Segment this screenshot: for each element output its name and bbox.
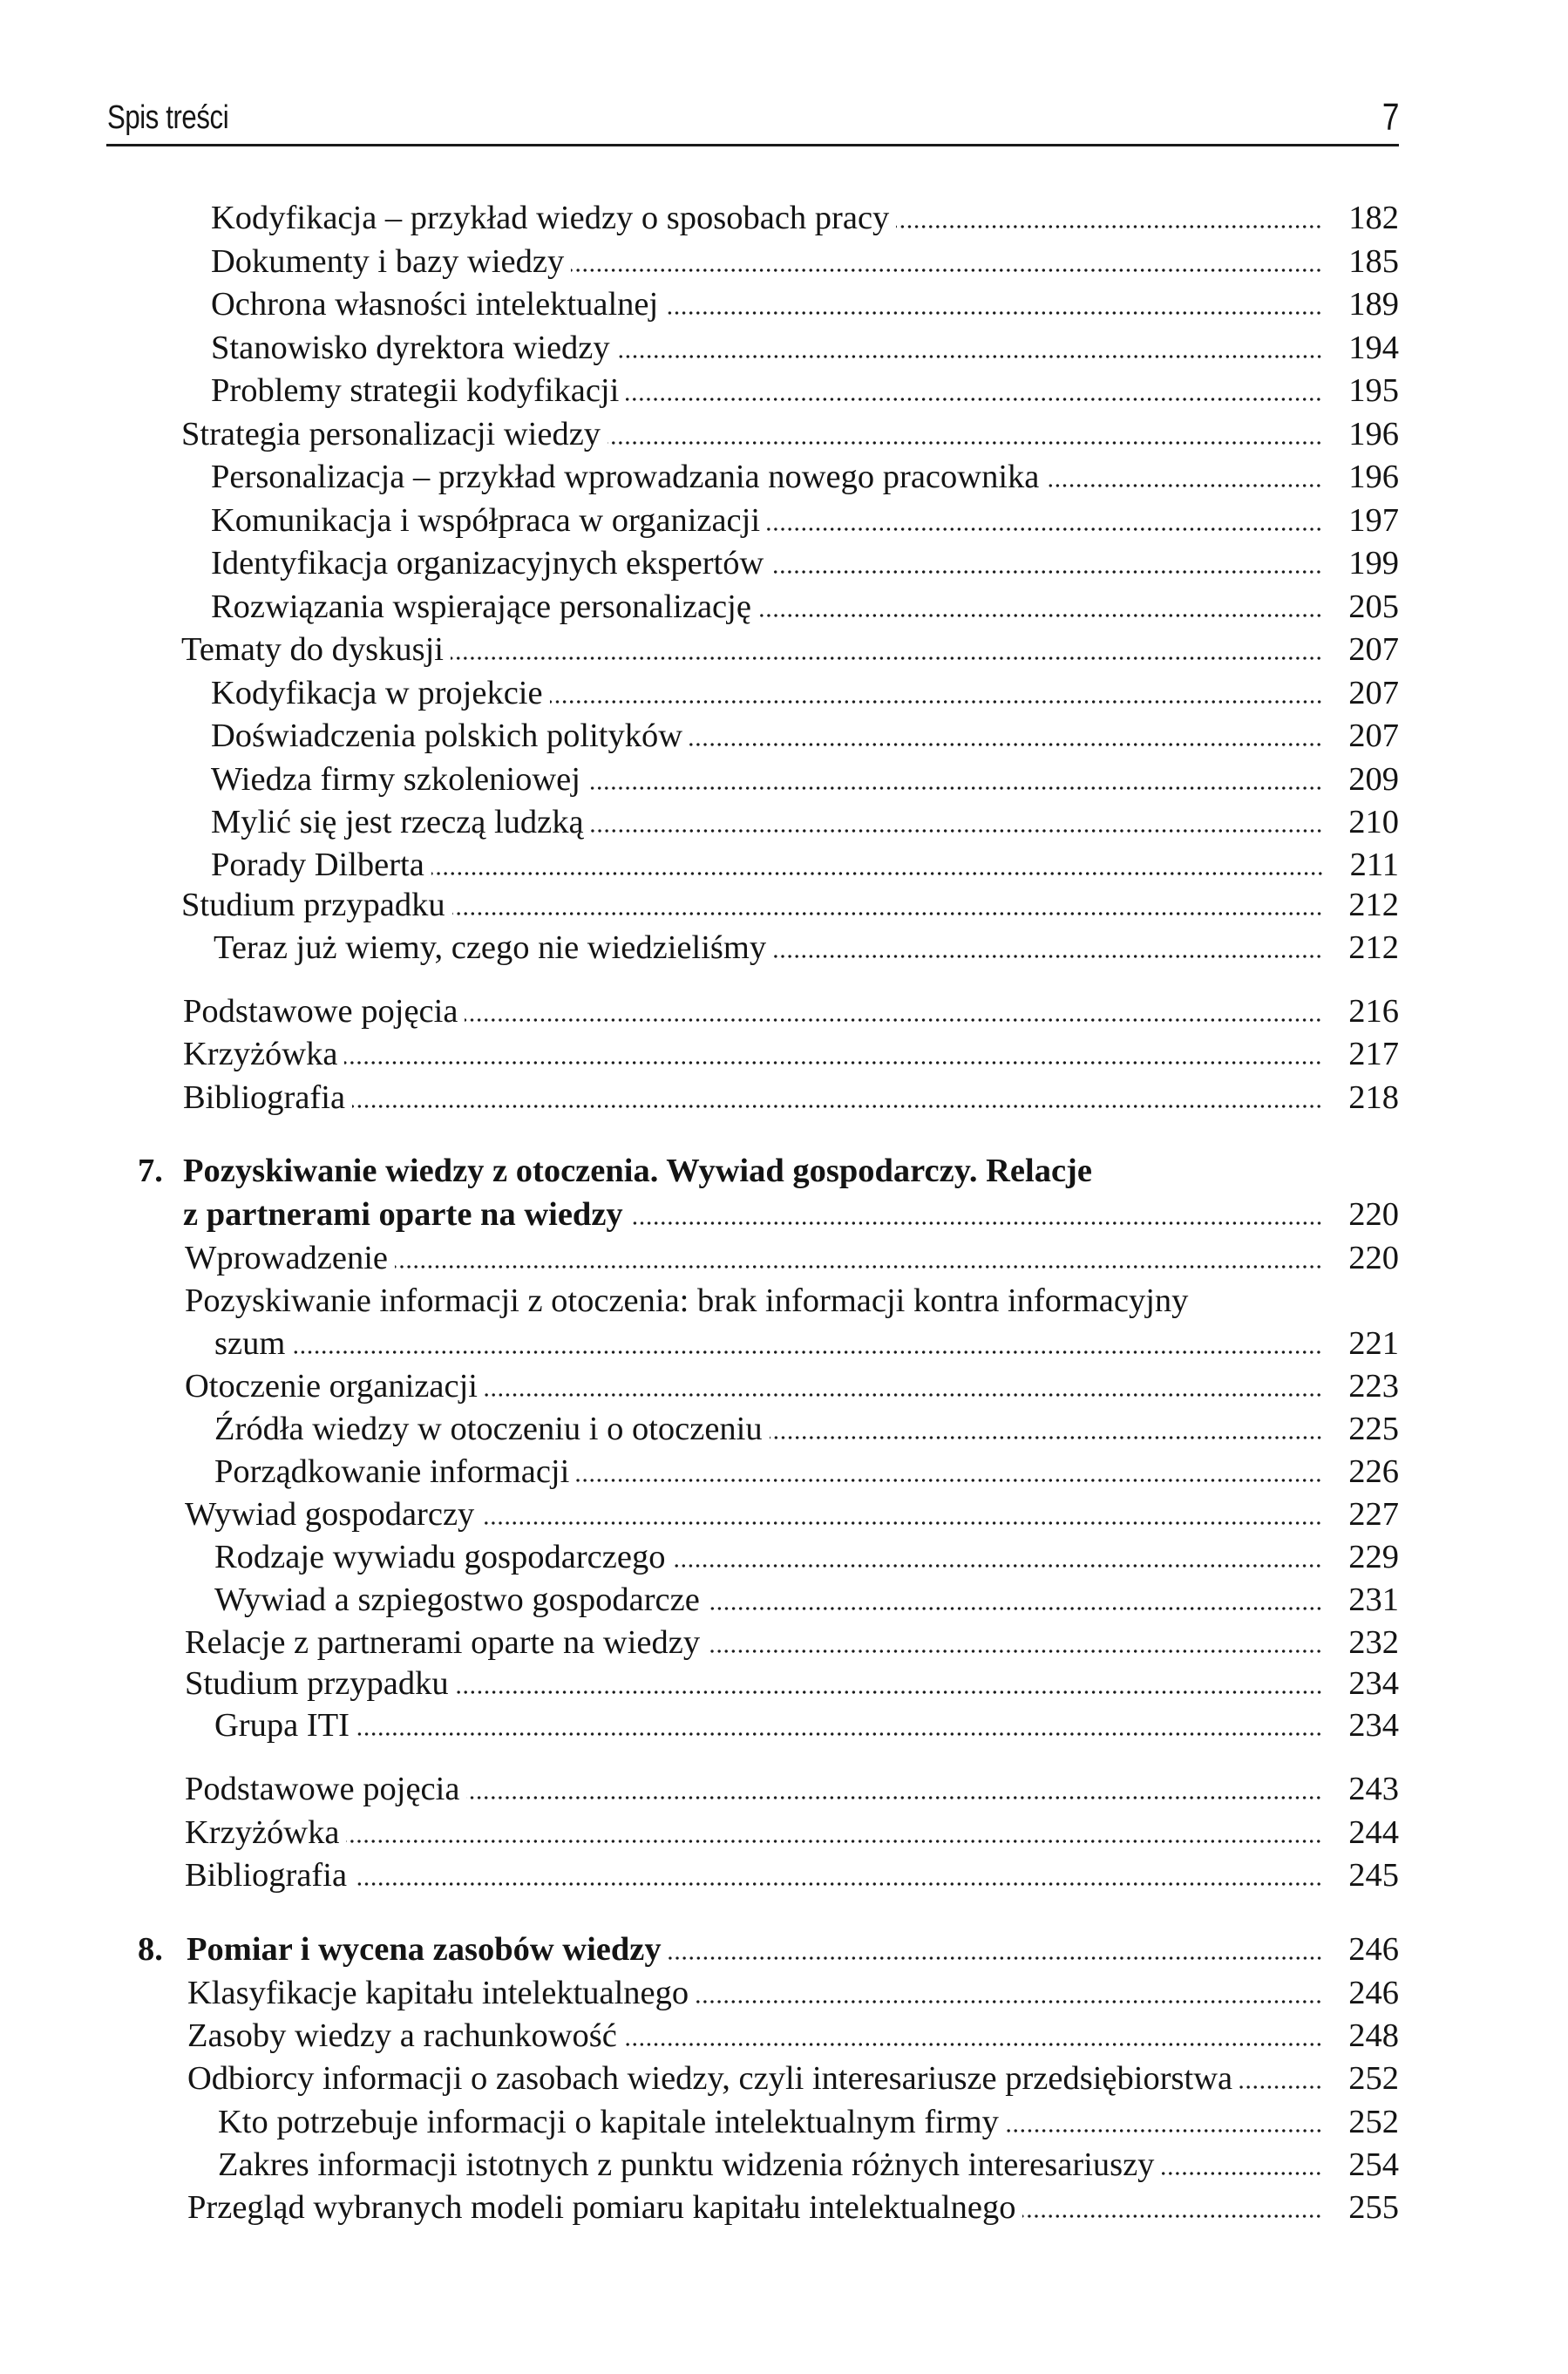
- entry-title: Grupa ITI: [214, 1707, 350, 1744]
- toc-entry[interactable]: [214, 926, 1399, 969]
- entry-page: 205: [1348, 588, 1399, 625]
- entry-page: 225: [1348, 1411, 1399, 1447]
- dot-leader: [665, 282, 1322, 326]
- toc-entry[interactable]: [185, 1854, 1399, 1897]
- dot-leader: [356, 1704, 1322, 1747]
- toc-entry[interactable]: [214, 1704, 1399, 1747]
- entry-title: Pozyskiwanie informacji z otoczenia: brak informacji kontra informacyjny: [185, 1282, 1189, 1319]
- entry-page: 255: [1348, 2189, 1399, 2226]
- dot-leader: [896, 196, 1322, 240]
- toc-entry[interactable]: [211, 196, 1399, 240]
- entry-page: 196: [1348, 416, 1399, 452]
- toc-entry[interactable]: [185, 1493, 1399, 1536]
- entry-title: Wiedza firmy szkoleniowej: [211, 761, 580, 798]
- toc-entry[interactable]: [187, 2186, 1399, 2229]
- entry-page: 254: [1348, 2146, 1399, 2183]
- dot-leader: [571, 240, 1322, 283]
- toc-entry[interactable]: [211, 455, 1399, 499]
- entry-page: 246: [1348, 1975, 1399, 2011]
- entry-page: 234: [1348, 1707, 1399, 1744]
- toc-entry[interactable]: [214, 1578, 1399, 1622]
- toc-entry[interactable]: [211, 585, 1399, 629]
- entry-title: Otoczenie organizacji: [185, 1368, 478, 1405]
- dot-leader: [773, 926, 1322, 969]
- chapter-page: 220: [1348, 1196, 1399, 1233]
- dot-leader: [630, 1193, 1323, 1236]
- entry-title: Krzyżówka: [183, 1036, 338, 1072]
- dot-leader: [465, 990, 1322, 1033]
- toc-entry[interactable]: [211, 499, 1399, 542]
- entry-page: 217: [1348, 1036, 1399, 1072]
- toc-entry[interactable]: [185, 1236, 1399, 1280]
- toc-entry[interactable]: [214, 1535, 1399, 1579]
- chapter-title: z partnerami oparte na wiedzy: [183, 1196, 623, 1233]
- toc-entry[interactable]: [185, 1767, 1399, 1811]
- entry-title: Dokumenty i bazy wiedzy: [211, 243, 565, 280]
- entry-title: Tematy do dyskusji: [181, 631, 445, 668]
- entry-page: 197: [1348, 502, 1399, 539]
- chapter-number: 7.: [138, 1153, 163, 1189]
- toc-entry[interactable]: [187, 1971, 1399, 2015]
- dot-leader: [1161, 2143, 1322, 2187]
- entry-title: Rodzaje wywiadu gospodarczego: [214, 1539, 666, 1575]
- entry-title: Zakres informacji istotnych z punktu widzenia różnych interesariuszy: [218, 2146, 1155, 2183]
- entry-title: Podstawowe pojęcia: [185, 1771, 460, 1807]
- entry-page: 199: [1348, 545, 1399, 582]
- toc-entry[interactable]: [211, 671, 1399, 715]
- entry-title: Bibliografia: [185, 1857, 348, 1894]
- entry-title: Relacje z partnerami oparte na wiedzy: [185, 1624, 701, 1661]
- toc-entry[interactable]: [183, 990, 1399, 1033]
- dot-leader: [452, 883, 1323, 927]
- dot-leader: [456, 1662, 1323, 1705]
- toc-entry[interactable]: [181, 628, 1399, 671]
- toc-entry[interactable]: [211, 326, 1399, 370]
- entry-page: 226: [1348, 1453, 1399, 1490]
- dot-leader: [617, 326, 1323, 370]
- toc-entry[interactable]: [185, 1662, 1399, 1705]
- entry-page: 195: [1348, 372, 1399, 409]
- dot-leader: [767, 499, 1322, 542]
- running-head-page-number: 7: [1381, 96, 1399, 139]
- entry-page: 218: [1348, 1079, 1399, 1116]
- toc-entry[interactable]: [211, 714, 1399, 758]
- dot-leader: [481, 1493, 1322, 1536]
- toc-entry[interactable]: [218, 2143, 1399, 2187]
- entry-title: Bibliografia: [183, 1079, 346, 1116]
- entry-page: 244: [1348, 1814, 1399, 1851]
- toc-entry[interactable]: [185, 1364, 1399, 1408]
- running-head: [106, 94, 1399, 145]
- toc-entry[interactable]: [218, 2100, 1399, 2144]
- dot-leader: [395, 1236, 1322, 1280]
- entry-title: Kto potrzebuje informacji o kapitale intelektualnym firmy: [218, 2104, 999, 2140]
- dot-leader: [1239, 2057, 1322, 2100]
- entry-title: Przegląd wybranych modeli pomiaru kapitału intelektualnego: [187, 2189, 1016, 2226]
- entry-page: 221: [1348, 1325, 1399, 1362]
- entry-title: Problemy strategii kodyfikacji: [211, 372, 620, 409]
- entry-page: 223: [1348, 1368, 1399, 1405]
- dot-leader: [344, 1032, 1322, 1076]
- toc-entry[interactable]: [211, 240, 1399, 283]
- dot-leader: [689, 714, 1322, 758]
- dot-leader: [292, 1322, 1322, 1365]
- entry-page: 212: [1348, 887, 1399, 923]
- entry-title: Rozwiązania wspierające personalizację: [211, 588, 751, 625]
- entry-page: 211: [1349, 847, 1399, 883]
- entry-page: 194: [1348, 330, 1399, 366]
- dot-leader: [707, 1578, 1322, 1622]
- entry-title: Ochrona własności intelektualnej: [211, 286, 659, 323]
- toc-entry[interactable]: [211, 541, 1399, 585]
- entry-title: Zasoby wiedzy a rachunkowość: [187, 2017, 617, 2054]
- dot-leader: [672, 1535, 1322, 1579]
- entry-page: 243: [1348, 1771, 1399, 1807]
- entry-title: Wprowadzenie: [185, 1240, 389, 1276]
- entry-page: 182: [1348, 200, 1399, 236]
- entry-page: 209: [1348, 761, 1399, 798]
- entry-title: Doświadczenia polskich polityków: [211, 718, 683, 754]
- entry-title: Odbiorcy informacji o zasobach wiedzy, czyli interesariusze przedsiębiorstwa: [187, 2060, 1233, 2097]
- entry-page: 245: [1348, 1857, 1399, 1894]
- entry-title: Klasyfikacje kapitału intelektualnego: [187, 1975, 689, 2011]
- dot-leader: [707, 1621, 1322, 1664]
- toc-entry[interactable]: [214, 1407, 1399, 1451]
- dot-leader: [346, 1811, 1322, 1854]
- dot-leader: [352, 1076, 1322, 1119]
- toc-entry[interactable]: [183, 1076, 1399, 1119]
- toc-entry[interactable]: [187, 2057, 1399, 2100]
- entry-page: 220: [1348, 1240, 1399, 1276]
- dot-leader: [1046, 455, 1322, 499]
- dot-leader: [770, 1407, 1323, 1451]
- toc-entry-wrapped[interactable]: [185, 1279, 1399, 1323]
- entry-page: 185: [1348, 243, 1399, 280]
- toc-entry[interactable]: [181, 412, 1399, 456]
- entry-title: Mylić się jest rzeczą ludzką: [211, 804, 584, 840]
- entry-title: Kodyfikacja w projekcie: [211, 675, 543, 711]
- entry-title: Studium przypadku: [185, 1665, 449, 1702]
- entry-title: Studium przypadku: [181, 887, 445, 923]
- entry-title: Wywiad a szpiegostwo gospodarcze: [214, 1582, 700, 1618]
- entry-page: 207: [1348, 631, 1399, 668]
- entry-page: 232: [1348, 1624, 1399, 1661]
- chapter-title: Pozyskiwanie wiedzy z otoczenia. Wywiad gospodarczy. Relacje: [183, 1153, 1092, 1189]
- toc-entry[interactable]: [185, 1621, 1399, 1664]
- dot-leader: [451, 628, 1322, 671]
- toc-entry[interactable]: [187, 2014, 1399, 2058]
- entry-page: 207: [1348, 675, 1399, 711]
- dot-leader: [431, 843, 1324, 887]
- chapter-page: 246: [1348, 1931, 1399, 1968]
- dot-leader: [696, 1971, 1322, 2015]
- dot-leader: [624, 2014, 1322, 2058]
- entry-page: 196: [1348, 459, 1399, 495]
- entry-title: Strategia personalizacji wiedzy: [181, 416, 601, 452]
- entry-page: 189: [1348, 286, 1399, 323]
- entry-page: 207: [1348, 718, 1399, 754]
- dot-leader: [485, 1364, 1322, 1408]
- entry-title: Porady Dilberta: [211, 847, 424, 883]
- dot-leader: [550, 671, 1323, 715]
- entry-page: 229: [1348, 1539, 1399, 1575]
- entry-title: Krzyżówka: [185, 1814, 340, 1851]
- entry-page: 231: [1348, 1582, 1399, 1618]
- header-rule: [106, 144, 1399, 146]
- entry-page: 234: [1348, 1665, 1399, 1702]
- dot-leader: [354, 1854, 1322, 1897]
- entry-page: 252: [1348, 2060, 1399, 2097]
- chapter-title: Pomiar i wycena zasobów wiedzy: [187, 1931, 662, 1968]
- entry-title: Komunikacja i współpraca w organizacji: [211, 502, 761, 539]
- entry-title: Źródła wiedzy w otoczeniu i o otoczeniu: [214, 1411, 763, 1447]
- dot-leader: [608, 412, 1322, 456]
- entry-title: Wywiad gospodarczy: [185, 1496, 475, 1533]
- chapter-title-line[interactable]: [187, 1928, 1399, 1971]
- toc-entry[interactable]: [214, 1450, 1399, 1493]
- dot-leader: [587, 758, 1322, 801]
- entry-page: 252: [1348, 2104, 1399, 2140]
- toc-entry[interactable]: [185, 1811, 1399, 1854]
- entry-page: 212: [1348, 929, 1399, 966]
- dot-leader: [758, 585, 1322, 629]
- entry-title: Personalizacja – przykład wprowadzania nowego pracownika: [211, 459, 1040, 495]
- chapter-title-line2[interactable]: [183, 1193, 1399, 1236]
- entry-title: Porządkowanie informacji: [214, 1453, 570, 1490]
- dot-leader: [466, 1767, 1322, 1811]
- dot-leader: [576, 1450, 1322, 1493]
- chapter-number: 8.: [138, 1931, 163, 1968]
- entry-title: Kodyfikacja – przykład wiedzy o sposobach pracy: [211, 200, 890, 236]
- dot-leader: [1006, 2100, 1322, 2144]
- entry-title: Identyfikacja organizacyjnych ekspertów: [211, 545, 764, 582]
- dot-leader: [770, 541, 1322, 585]
- entry-title: Teraz już wiemy, czego nie wiedzieliśmy: [214, 929, 767, 966]
- entry-page: 216: [1348, 993, 1399, 1030]
- toc-entry[interactable]: [211, 758, 1399, 801]
- dot-leader: [591, 800, 1323, 844]
- toc-entry[interactable]: [211, 800, 1399, 844]
- running-head-title: Spis treści: [107, 99, 229, 136]
- toc-entry[interactable]: [211, 843, 1399, 887]
- entry-title: Stanowisko dyrektora wiedzy: [211, 330, 610, 366]
- dot-leader: [1022, 2186, 1322, 2229]
- toc-entry[interactable]: [181, 883, 1399, 927]
- dot-leader: [669, 1928, 1323, 1971]
- chapter-title-line1[interactable]: [183, 1149, 1399, 1193]
- entry-title: Podstawowe pojęcia: [183, 993, 458, 1030]
- dot-leader: [626, 369, 1322, 412]
- entry-page: 248: [1348, 2017, 1399, 2054]
- entry-title: szum: [214, 1325, 286, 1362]
- entry-page: 227: [1348, 1496, 1399, 1533]
- toc-entry[interactable]: [183, 1032, 1399, 1076]
- toc-entry-continuation[interactable]: [214, 1322, 1399, 1365]
- toc-entry[interactable]: [211, 369, 1399, 412]
- entry-page: 210: [1348, 804, 1399, 840]
- toc-entry[interactable]: [211, 282, 1399, 326]
